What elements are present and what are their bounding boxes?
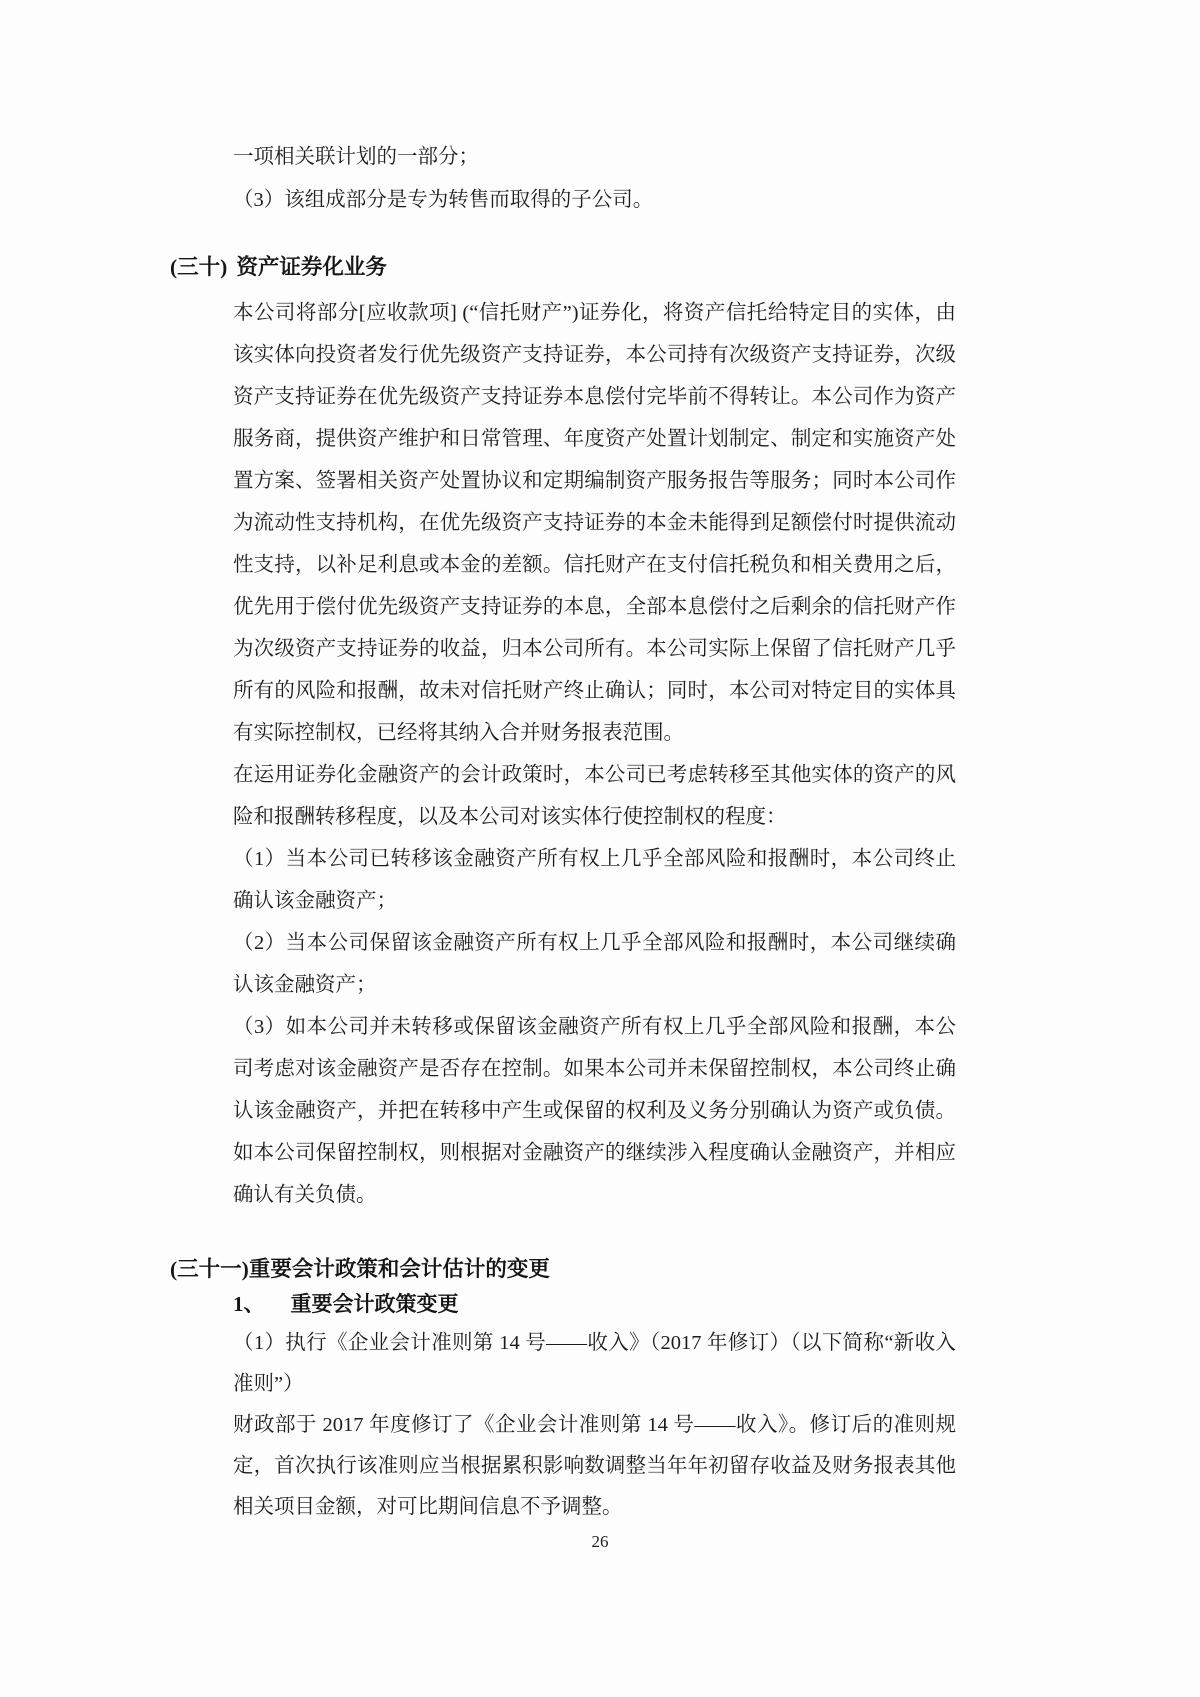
page-number: 26 [591, 1532, 609, 1551]
section-31-paragraph-2: 财政部于 2017 年度修订了《企业会计准则第 14 号——收入》。修订后的准则规定，首次执行该准则应当根据累积影响数调整当年年初留存收益及财务报表其他相关项目金额，对可比期间信息不予调整。 [233, 1414, 956, 1518]
subheading-title: 重要会计政策变更 [290, 1292, 459, 1316]
section-31-heading [170, 1252, 550, 1283]
section-31-label: (三十一) [170, 1257, 249, 1281]
section-30-paragraph-5: （3）如本公司并未转移或保留该金融资产所有权上几乎全部风险和报酬，本公司考虑对该金融资产是否存在控制。如果本公司并未保留控制权，本公司终止确认该金融资产，并把在转移中产生或保留的权利及义务分别确认为资产或负债。如本公司保留控制权，则根据对金融资产的继续涉入程度确认金融资产，并相应确认有关负债。 [233, 1016, 956, 1206]
section-31-body [233, 1323, 956, 1528]
section-30-body [233, 292, 956, 1216]
section-30-heading [170, 250, 387, 281]
section-30-paragraph-1: 本公司将部分[应收款项] (“信托财产”)证券化，将资产信托给特定目的实体，由该实体向投资者发行优先级资产支持证券，本公司持有次级资产支持证券，次级资产支持证券在优先级资产支持证券本息偿付完毕前不得转让。本公司作为资产服务商，提供资产维护和日常管理、年度资产处置计划制定、制定和实施资产处置方案、签署相关资产处置协议和定期编制资产服务报告等服务；同时本公司作为流动性支持机构，在优先级资产支持证券的本金未能得到足额偿付时提供流动性支持，以补足利息或本金的差额。信托财产在支付信托税负和相关费用之后，优先用于偿付优先级资产支持证券的本息，全部本息偿付之后剩余的信托财产作为次级资产支持证券的收益，归本公司所有。本公司实际上保留了信托财产几乎所有的风险和报酬，故未对信托财产终止确认；同时，本公司对特定目的实体具有实际控制权，已经将其纳入合并财务报表范围。 [233, 302, 956, 744]
section-30-paragraph-2: 在运用证券化金融资产的会计政策时，本公司已考虑转移至其他实体的资产的风险和报酬转移程度，以及本公司对该实体行使控制权的程度： [233, 764, 956, 828]
section-30-paragraph-3: （1）当本公司已转移该金融资产所有权上几乎全部风险和报酬时，本公司终止确认该金融资产； [233, 848, 956, 912]
section-31-paragraph-1: （1）执行《企业会计准则第 14 号——收入》（2017 年修订）（以下简称“新收入准则”） [233, 1332, 956, 1395]
section-31-title: 重要会计政策和会计估计的变更 [248, 1257, 550, 1281]
intro-line-1: 一项相关联计划的一部分； [233, 146, 479, 168]
intro-paragraph [233, 136, 956, 222]
section-30-paragraph-4: （2）当本公司保留该金融资产所有权上几乎全部风险和报酬时，本公司继续确认该金融资产； [233, 932, 956, 996]
subheading-number: 1、 [233, 1292, 265, 1316]
section-31-subheading-1 [233, 1288, 459, 1318]
section-30-label: (三十) [170, 255, 228, 279]
intro-line-2: （3）该组成部分是专为转售而取得的子公司。 [233, 189, 654, 211]
section-30-title: 资产证券化业务 [236, 255, 387, 279]
